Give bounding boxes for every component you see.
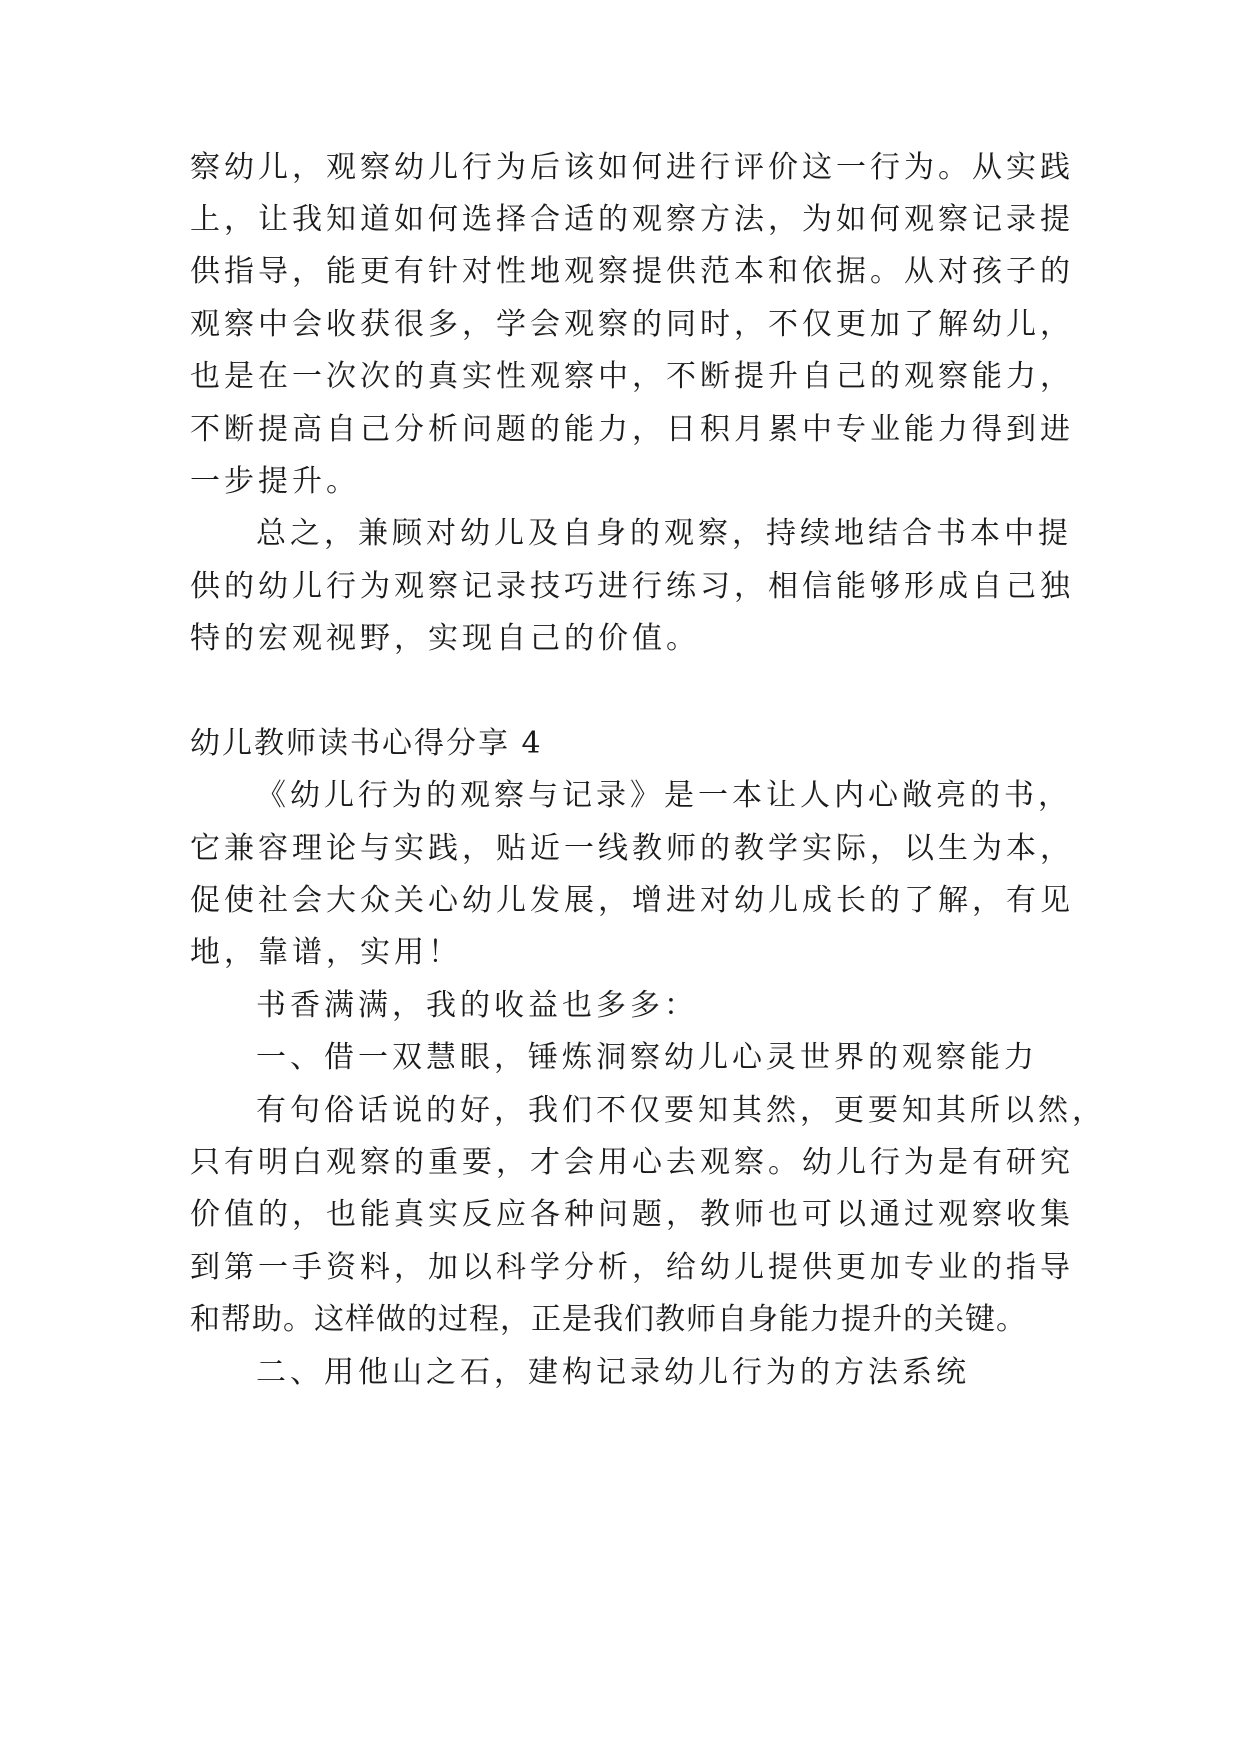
- section-title: 幼儿教师读书心得分享 4: [190, 726, 543, 761]
- text-line: 到第一手资料，加以科学分析，给幼儿提供更加专业的指导: [190, 1250, 1074, 1285]
- text-line: 不断提高自己分析问题的能力，日积月累中专业能力得到进: [190, 412, 1074, 447]
- paragraph-start: 书香满满，我的收益也多多：: [256, 988, 698, 1023]
- text-line: 特的宏观视野，实现自己的价值。: [190, 621, 700, 656]
- text-line: 也是在一次次的真实性观察中，不断提升自己的观察能力，: [190, 359, 1074, 394]
- subheading: 二、用他山之石，建构记录幼儿行为的方法系统: [256, 1355, 970, 1390]
- paragraph-start: 《幼儿行为的观察与记录》是一本让人内心敞亮的书，: [256, 778, 1072, 813]
- text-line: 观察中会收获很多，学会观察的同时，不仅更加了解幼儿，: [190, 307, 1074, 342]
- text-line: 供指导，能更有针对性地观察提供范本和依据。从对孩子的: [190, 254, 1074, 289]
- text-line: 一步提升。: [190, 464, 360, 499]
- text-line: 只有明白观察的重要，才会用心去观察。幼儿行为是有研究: [190, 1145, 1074, 1180]
- paragraph-start: 总之，兼顾对幼儿及自身的观察，持续地结合书本中提: [256, 516, 1072, 551]
- text-line: 价值的，也能真实反应各种问题，教师也可以通过观察收集: [190, 1197, 1074, 1232]
- text-line: 它兼容理论与实践，贴近一线教师的教学实际，以生为本，: [190, 831, 1074, 866]
- text-line: 上，让我知道如何选择合适的观察方法，为如何观察记录提: [190, 202, 1074, 237]
- text-line: 供的幼儿行为观察记录技巧进行练习，相信能够形成自己独: [190, 569, 1074, 604]
- paragraph-start: 有句俗话说的好，我们不仅要知其然，更要知其所以然，: [256, 1093, 1106, 1128]
- text-line: 和帮助。这样做的过程，正是我们教师自身能力提升的关键。: [190, 1302, 1027, 1337]
- subheading: 一、借一双慧眼，锤炼洞察幼儿心灵世界的观察能力: [256, 1040, 1038, 1075]
- text-line: 察幼儿，观察幼儿行为后该如何进行评价这一行为。从实践: [190, 150, 1074, 185]
- text-line: 地，靠谱，实用！: [190, 935, 462, 970]
- text-line: 促使社会大众关心幼儿发展，增进对幼儿成长的了解，有见: [190, 883, 1074, 918]
